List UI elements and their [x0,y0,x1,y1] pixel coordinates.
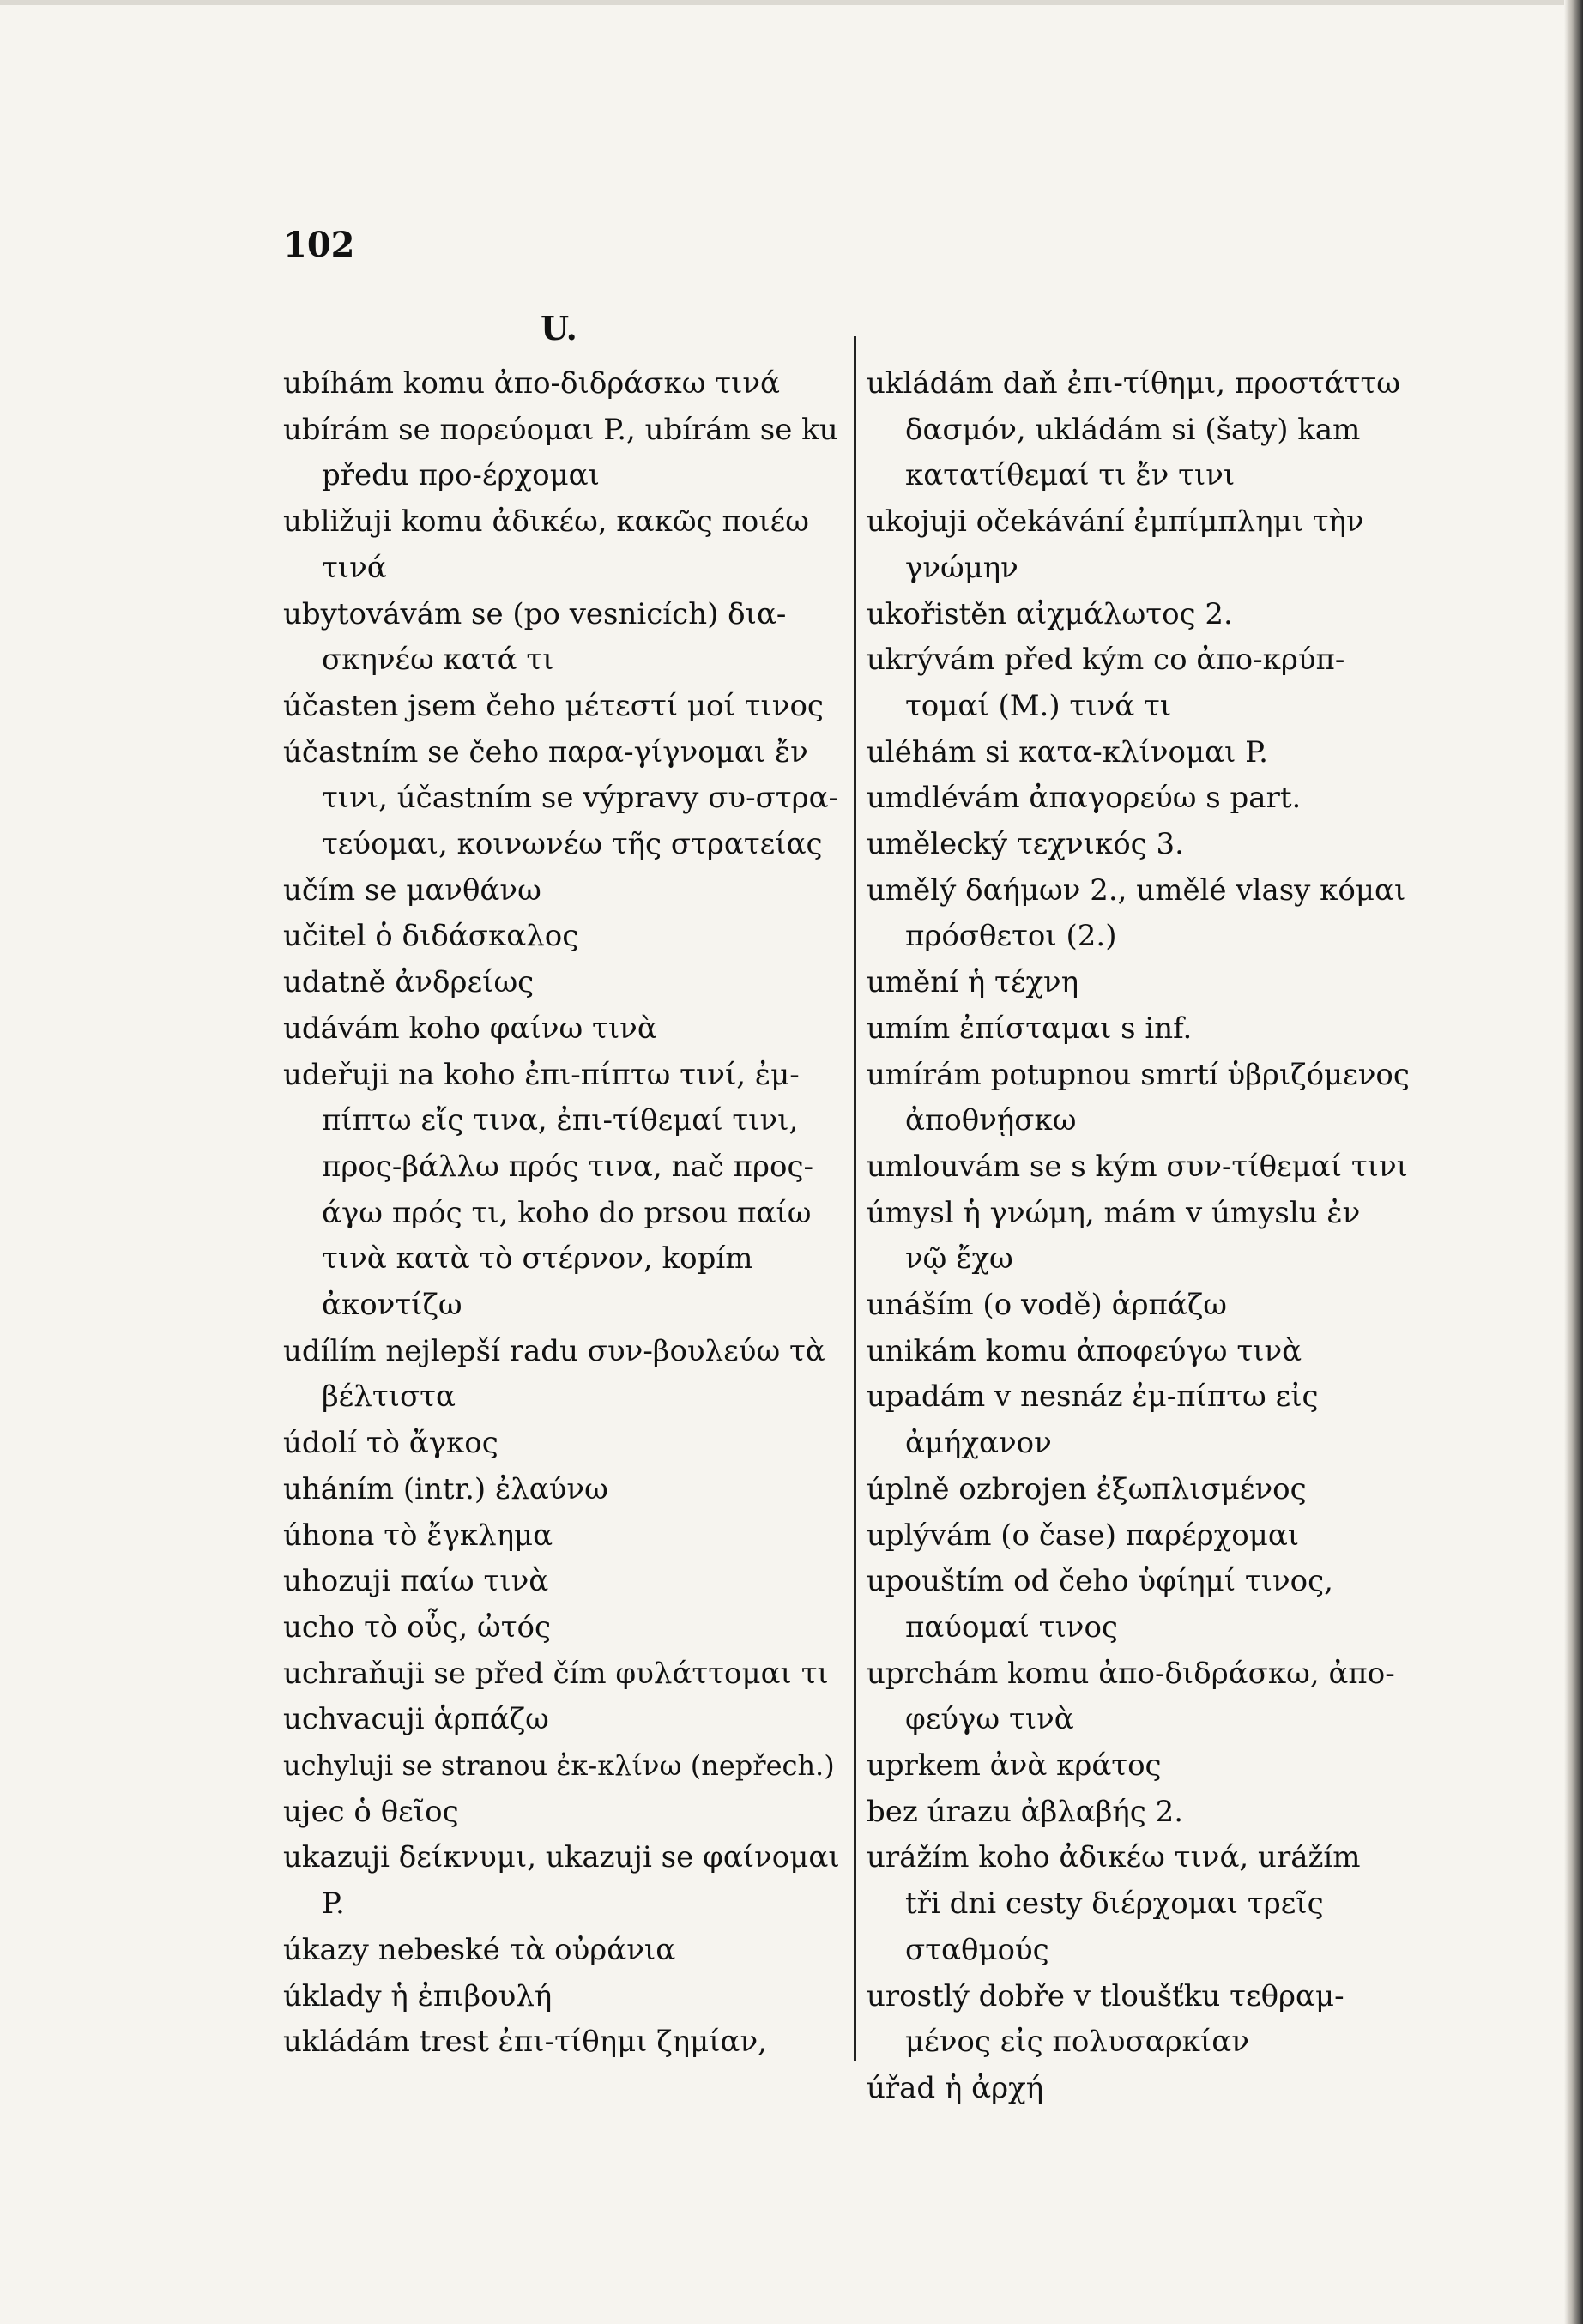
dictionary-line: σκηνέω κατά τι [322,643,554,678]
dictionary-line: uháním (intr.) ἐλαύνω [283,1471,608,1506]
dictionary-line: úhona τὸ ἔγκλημα [283,1518,553,1553]
dictionary-line: βέλτιστα [322,1379,456,1415]
dictionary-line: γνώμην [905,550,1018,585]
dictionary-line: unáším (o vodě) ἁρπάζω [867,1288,1228,1322]
dictionary-line: uhozuji παίω τινὰ [283,1564,549,1599]
dictionary-line: uprkem ἀνὰ κράτος [867,1748,1162,1783]
dictionary-line: urážím koho ἀδικέω τινά, urážím [867,1840,1361,1875]
dictionary-line: ukojuji očekávání ἐμπίμπλημι τὴν [867,504,1364,540]
page-top-edge [0,0,1583,5]
dictionary-line: ἀμήχανον [905,1426,1052,1461]
dictionary-line: ukořistěn αἰχμάλωτος 2. [867,596,1233,631]
dictionary-line: τινά [322,550,387,585]
dictionary-line: učím se μανθάνω [283,872,541,908]
dictionary-line: umění ἡ τέχνη [867,965,1079,1000]
dictionary-line: σταθμούς [905,1932,1049,1967]
dictionary-line: ubytovávám se (po vesnicích) δια- [283,596,787,631]
dictionary-line: upadám v nesnáz ἐμ-πίπτω εἰς [867,1379,1319,1415]
dictionary-line: učitel ὁ διδάσκαλος [283,919,579,954]
dictionary-line: umlouvám se s kým συν-τίθεμαί τινι [867,1149,1408,1184]
dictionary-line: úmysl ἡ γνώμη, mám v úmyslu ἐν [867,1195,1361,1230]
dictionary-line: ἀποθνῄσκω [905,1103,1077,1138]
dictionary-line: πίπτω εἴς τινα, ἐπι-τίθεμαί τινι, [322,1103,799,1138]
dictionary-line: ukrývám před kým co ἀπο-κρύπ- [867,643,1345,678]
dictionary-line: upouštím od čeho ὑφίημί τινος, [867,1564,1333,1599]
dictionary-line: unikám komu ἀποφεύγω τινὰ [867,1333,1302,1368]
dictionary-line: ἀκοντίζω [322,1288,462,1322]
dictionary-line: άγω πρός τι, koho do prsou παίω [322,1195,812,1230]
dictionary-line: umírám potupnou smrtí ὑβριζόμενος [867,1057,1410,1092]
dictionary-line: předu προ-έρχομαι [322,458,600,493]
dictionary-line: tři dni cesty διέρχομαι τρεῖς [905,1886,1324,1922]
dictionary-line: ujec ὁ θεῖος [283,1794,459,1829]
dictionary-line: ukládám trest ἐπι-τίθημι ζημίαν, [283,2025,767,2060]
section-letter: U. [541,309,577,347]
dictionary-line: ubíhám komu ἀπο-διδράσκω τινά [283,366,781,401]
dictionary-line: παύομαί τινος [905,1609,1118,1645]
page-right-edge [1564,0,1583,2324]
dictionary-line: νῷ ἔχω [905,1241,1013,1277]
dictionary-line: προς-βάλλω πρός τινα, nač προς- [322,1149,813,1184]
dictionary-line: úkazy nebeské τὰ οὐράνια [283,1932,676,1967]
dictionary-line: uchraňuji se před čím φυλάττομαι τι [283,1656,829,1691]
dictionary-line: P. [322,1886,345,1922]
dictionary-line: úklady ἡ ἐπιβουλή [283,1978,553,2013]
dictionary-line: τινὰ κατὰ τὸ στέρνον, kopím [322,1241,753,1277]
dictionary-line: údolí τὸ ἄγκος [283,1426,498,1461]
dictionary-line: τεύομαι, κοινωνέω τῆς στρατείας [322,827,823,861]
column-divider [854,336,856,2061]
dictionary-line: uchvacuji ἁρπάζω [283,1702,549,1737]
dictionary-line: ukazuji δείκνυμι, ukazuji se φαίνομαι [283,1840,840,1875]
dictionary-line: úřad ἡ ἀρχή [867,2070,1044,2105]
dictionary-line: udávám koho φαίνω τινὰ [283,1011,657,1046]
dictionary-line: bez úrazu ἀβλαβής 2. [867,1794,1184,1829]
dictionary-line: uplývám (o čase) παρέρχομαι [867,1518,1300,1553]
dictionary-line: φεύγω τινὰ [905,1702,1074,1737]
dictionary-line: účastním se čeho παρα-γίγνομαι ἔν [283,734,808,770]
dictionary-line: τινι, účastním se výpravy συ-στρα- [322,781,839,816]
dictionary-line: udeřuji na koho ἐπι-πίπτω τινί, ἐμ- [283,1057,800,1092]
dictionary-line: udatně ἀνδρείως [283,965,535,1000]
dictionary-line: urostlý dobře v tloušťku τεθραμ- [867,1978,1344,2013]
dictionary-line: úplně ozbrojen ἐξωπλισμένος [867,1471,1307,1506]
dictionary-line: ubírám se πορεύομαι P., ubírám se ku [283,412,838,447]
dictionary-line: ubližuji komu ἀδικέω, κακῶς ποιέω [283,504,809,540]
dictionary-line: umím ἐπίσταμαι s inf. [867,1011,1193,1046]
dictionary-line: uléhám si κατα-κλίνομαι P. [867,734,1268,770]
dictionary-line: udílím nejlepší radu συν-βουλεύω τὰ [283,1333,825,1368]
dictionary-line: πρόσθετοι (2.) [905,919,1117,954]
dictionary-line: účasten jsem čeho μέτεστί μοί τινος [283,688,824,723]
dictionary-line: ucho τὸ οὖς, ὠτός [283,1609,552,1645]
dictionary-line: umdlévám ἀπαγορεύω s part. [867,781,1302,816]
dictionary-line: uchyluji se stranou ἐκ-κλίνω (nepřech.) [283,1749,835,1782]
dictionary-line: κατατίθεμαί τι ἔν τινι [905,458,1236,493]
page-number: 102 [283,225,355,265]
dictionary-line: umělecký τεχνικός 3. [867,827,1184,861]
dictionary-line: μένος εἰς πολυσαρκίαν [905,2025,1249,2060]
dictionary-line: umělý δαήμων 2., umělé vlasy κόμαι [867,872,1406,908]
dictionary-line: uprchám komu ἀπο-διδράσκω, ἀπο- [867,1656,1395,1691]
dictionary-line: ukládám daň ἐπι-τίθημι, προστάττω [867,366,1401,401]
dictionary-line: τομαί (M.) τινά τι [905,688,1172,723]
dictionary-line: δασμόν, ukládám si (šaty) kam [905,412,1361,447]
